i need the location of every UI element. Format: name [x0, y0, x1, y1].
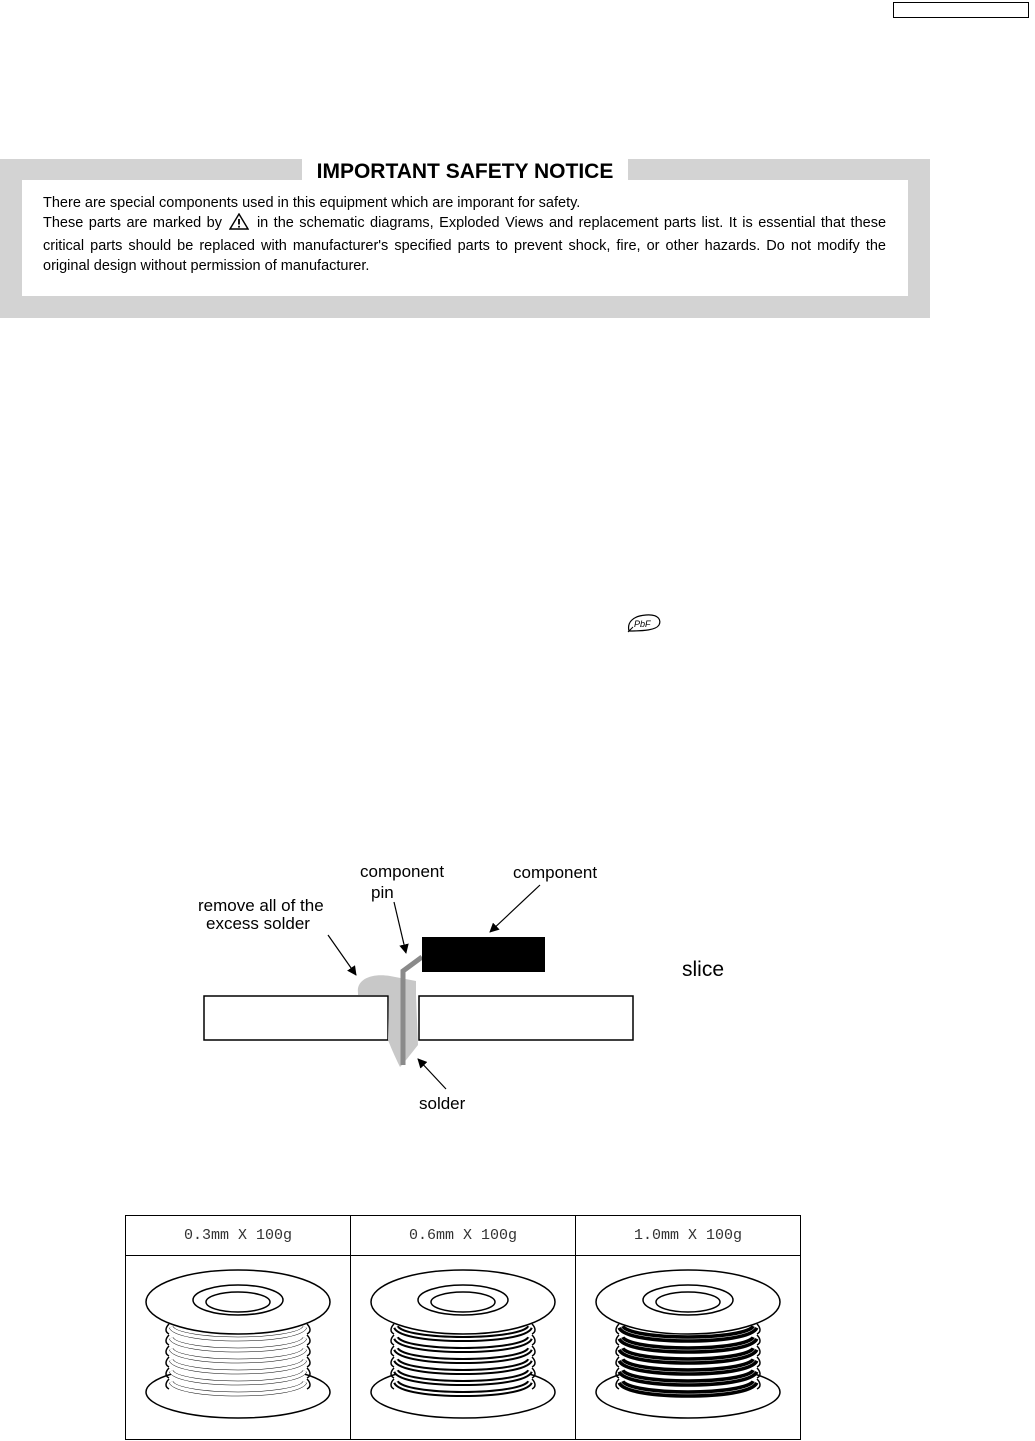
- safety-notice-title: IMPORTANT SAFETY NOTICE: [302, 159, 628, 185]
- label-slice: slice: [682, 958, 725, 981]
- solder-spool-table: [125, 1215, 801, 1440]
- label-component-pin-1: component: [360, 862, 445, 881]
- solder-spool-icon-1: [363, 1260, 563, 1430]
- spool-size-0: 0.3mm X 100g: [126, 1216, 351, 1256]
- pbf-label: PbF: [634, 619, 651, 629]
- label-component: component: [513, 863, 598, 882]
- solder-spool-icon-0: [138, 1260, 338, 1430]
- safety-notice-line-2-end: in the schematic diagrams, Exploded Views and replacement parts list. It is essential that these critical parts should be replaced with manufacturer's specified parts to prevent shock, fire, or other hazards. Do not modify the original design without permission of manufacturer.: [43, 215, 887, 274]
- solder-spool-icon-2: [588, 1260, 788, 1430]
- label-remove-excess-1: remove all of the: [198, 896, 324, 915]
- safety-notice-line-2: [43, 213, 886, 276]
- pcb-board-left: [204, 996, 388, 1040]
- page-id-box: [893, 2, 1029, 18]
- spool-size-2: 1.0mm X 100g: [576, 1216, 801, 1256]
- safety-notice-line-1: There are special components used in this equipment which are imporant for safety.: [43, 195, 581, 211]
- safety-notice-line-2-start: These parts are marked by: [43, 215, 222, 231]
- arrow-component: [490, 885, 540, 932]
- spool-cell-0: [126, 1256, 351, 1440]
- pcb-board-right: [419, 996, 633, 1040]
- solder-diagram: [190, 855, 750, 1125]
- arrow-excess-solder: [328, 935, 356, 975]
- spool-cell-2: [576, 1256, 801, 1440]
- component-body: [422, 937, 545, 972]
- label-solder: solder: [419, 1094, 466, 1113]
- safety-notice-body: [43, 193, 886, 276]
- excess-solder-blob: [358, 975, 416, 995]
- arrow-solder: [418, 1059, 446, 1089]
- spool-size-1: 0.6mm X 100g: [351, 1216, 576, 1256]
- spool-cell-1: [351, 1256, 576, 1440]
- label-component-pin-2: pin: [371, 883, 394, 902]
- pbf-leaf-icon: [626, 613, 662, 638]
- label-remove-excess-2: excess solder: [206, 914, 310, 933]
- warning-triangle-icon: [229, 213, 249, 236]
- arrow-component-pin: [394, 902, 406, 953]
